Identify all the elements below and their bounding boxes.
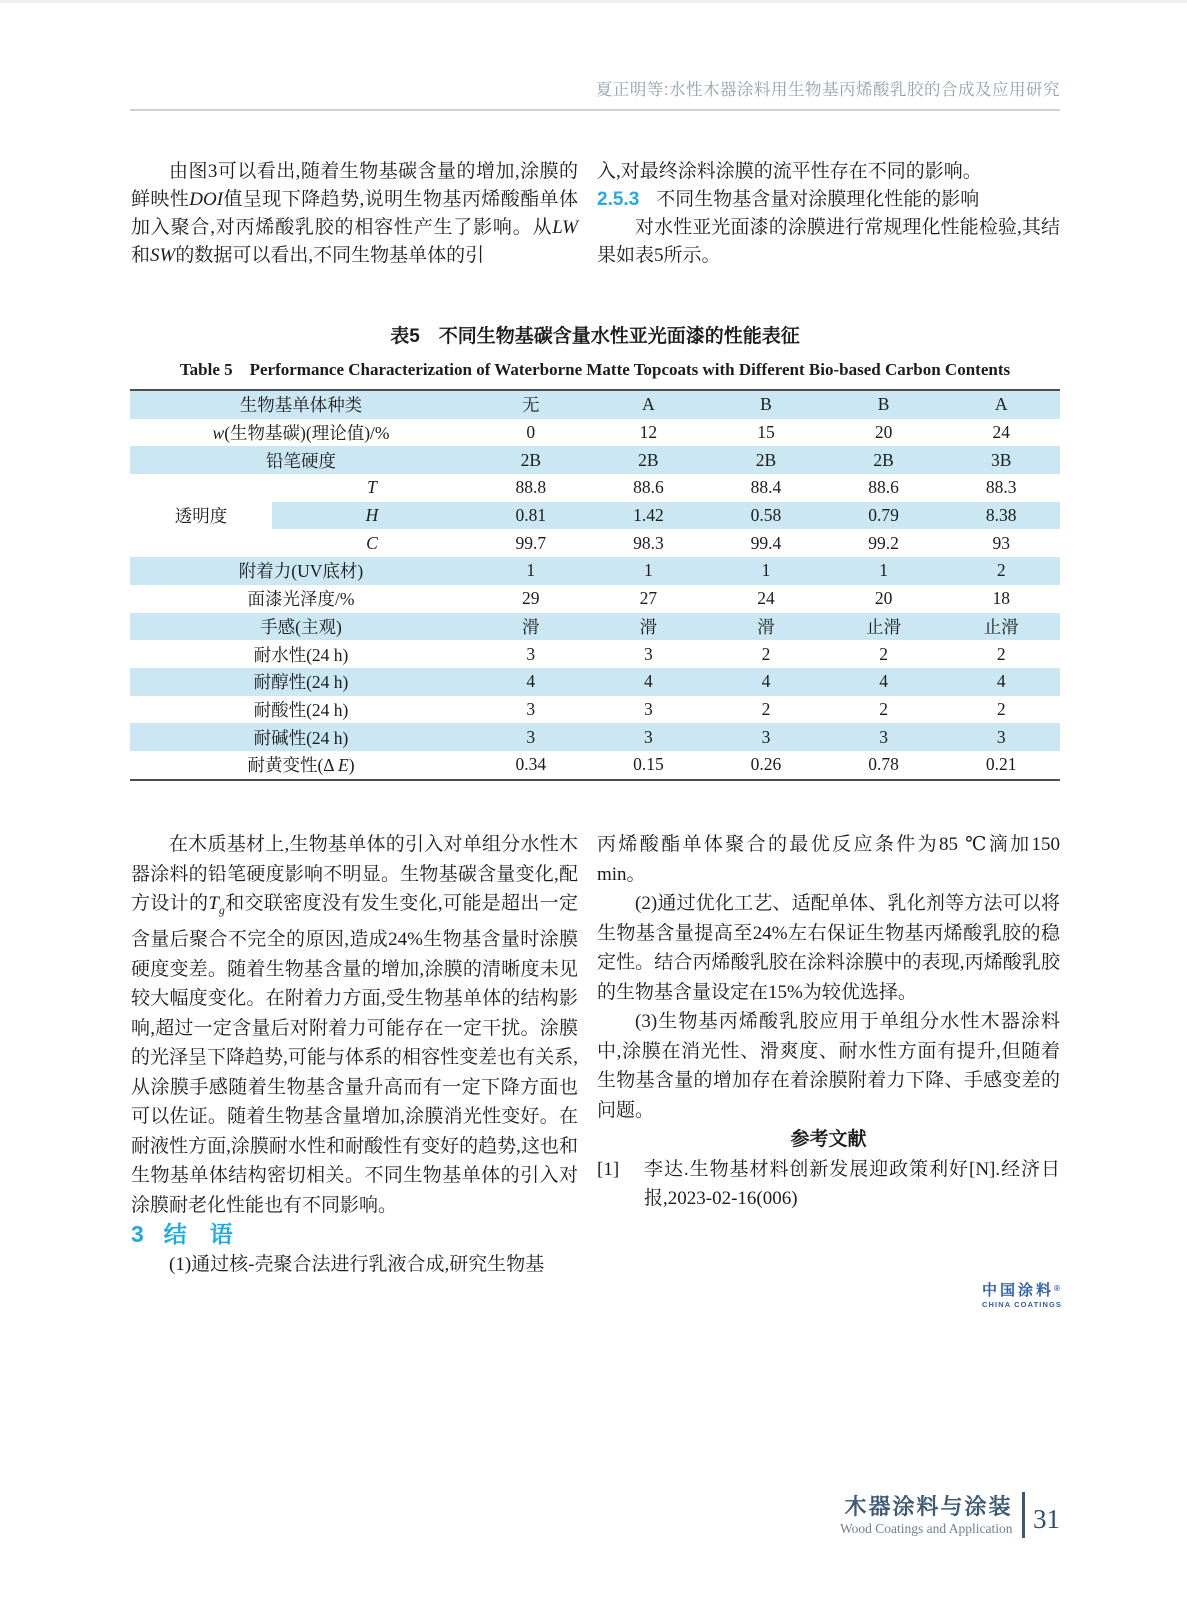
table-cell: 无	[472, 390, 590, 419]
text-run: 的数据可以看出,不同生物基单体的引	[175, 245, 485, 266]
table-cell: 0.26	[750, 754, 782, 775]
table-cell: 0.78	[868, 754, 899, 775]
table-cell: 93	[992, 532, 1010, 553]
row-label: 附着力(UV底材)	[130, 557, 472, 585]
china-coatings-logo	[982, 1281, 1062, 1309]
paragraph: (2)通过优化工艺、适配单体、乳化剂等方法可以将生物基含量提高至24%左右保证生物基丙烯酸乳胶的稳定性。结合丙烯酸乳胶在涂料涂膜中的表现,丙烯酸乳胶的生物基含量设定在15%为较优选择。	[597, 893, 1060, 1003]
references-heading: 参考文献	[790, 1129, 867, 1150]
paragraph: (3)生物基丙烯酸乳胶应用于单组分水性木器涂料中,涂膜在消光性、滑爽度、耐水性方面有提升,但随着生物基含量的增加存在着涂膜附着力下降、手感变差的问题。	[597, 1011, 1060, 1121]
table-cell: 止滑	[825, 613, 943, 641]
table-cell: 24	[757, 588, 775, 609]
logo-zh: 中国涂料	[982, 1282, 1055, 1299]
paragraph: 对水性亚光面漆的涂膜进行常规理化性能检验,其结果如表5所示。	[597, 217, 1060, 266]
logo-en-text: CHINA COATINGS	[982, 1300, 1062, 1309]
tg-subscript: g	[218, 902, 225, 917]
text-run: 和	[131, 245, 151, 266]
row-label: 耐水性(24 h)	[253, 644, 349, 665]
table-cell: 0	[526, 422, 536, 443]
paragraph: 入,对最终涂料涂膜的流平性存在不同的影响。	[597, 161, 982, 182]
table-cell: A	[942, 390, 1060, 419]
table-cell: 88.4	[750, 477, 782, 498]
section-heading	[131, 1220, 578, 1250]
table-cell: 2	[942, 557, 1060, 585]
table-cell: 4	[942, 668, 1060, 696]
journal-name-zh: 木器涂料与涂装	[844, 1493, 1013, 1519]
row-label: 面漆光泽度/%	[247, 589, 355, 610]
table-cell: 2	[761, 643, 771, 664]
table-row	[130, 446, 1060, 474]
reference-text: 李达.生物基材料创新发展迎政策利好[N].经济日报,2023-02-16(006)	[644, 1158, 1060, 1209]
table-cell: 2B	[825, 446, 943, 474]
table-row	[130, 668, 1060, 696]
sw-italic: SW	[150, 245, 176, 266]
table-cell: 3	[526, 698, 536, 719]
subsection-title: 不同生物基含量对涂膜理化性能的影响	[656, 189, 980, 210]
table-cell: 98.3	[633, 532, 664, 553]
subsection-heading	[597, 186, 1060, 214]
table-cell: 2	[996, 698, 1006, 719]
table-cell: 2B	[590, 446, 708, 474]
table-row	[130, 390, 1060, 419]
table-cell: 0.15	[633, 754, 664, 775]
text-run: 在木质基材上,生物基单体的引入对单组分水性木器涂料的铅笔硬度影响不明显。生物基碳含量变化,配方设计的	[131, 834, 578, 914]
table-caption-zh: 表5 不同生物基碳含量水性亚光面漆的性能表征	[390, 326, 800, 347]
table-cell: 15	[757, 422, 775, 443]
table-cell: 2	[879, 698, 888, 719]
table-row	[130, 751, 1060, 780]
reference-item	[597, 1155, 1060, 1214]
table-cell: 0.21	[985, 754, 1017, 775]
delta-e-italic: E	[337, 755, 349, 776]
paragraph: (1)通过核-壳聚合法进行乳液合成,研究生物基	[169, 1253, 545, 1275]
table-cell: 4	[472, 668, 590, 696]
intro-right-column	[597, 158, 1060, 270]
row-label: 耐醇性(24 h)	[130, 668, 472, 696]
table-cell: 2	[996, 643, 1006, 664]
subsection-number: 2.5.3	[597, 189, 640, 210]
table-cell: 0.79	[825, 502, 943, 530]
row-label	[130, 419, 472, 447]
table-cell: 3	[644, 698, 653, 719]
row-label: 耐酸性(24 h)	[253, 699, 349, 720]
w-italic: w	[212, 423, 225, 444]
table-row	[130, 613, 1060, 641]
journal-name-en: Wood Coatings and Application	[839, 1520, 1013, 1536]
page-edge	[0, 0, 1187, 3]
table-section	[130, 321, 1060, 781]
sub-row-label: H	[272, 502, 472, 530]
row-label: 生物基单体种类	[130, 390, 472, 419]
table-row	[130, 585, 1060, 613]
table-cell: 0.34	[515, 754, 547, 775]
table-cell: 1	[472, 557, 590, 585]
table-cell: 3	[590, 723, 708, 751]
text-run: (生物基碳)(理论值)/%	[224, 423, 390, 444]
table-cell: 3	[707, 723, 825, 751]
table-cell: 滑	[590, 613, 708, 641]
table-cell: 27	[639, 588, 658, 609]
reference-number: [1]	[597, 1158, 620, 1180]
table-cell: B	[707, 390, 825, 419]
footer-divider	[1022, 1492, 1026, 1538]
registered-mark: ®	[1054, 1284, 1060, 1293]
section-number: 3	[131, 1221, 144, 1248]
page-footer	[840, 1492, 1060, 1538]
table-cell: 12	[639, 422, 658, 443]
table-cell: 3	[644, 643, 653, 664]
table-cell: 1	[707, 557, 825, 585]
table-cell: B	[825, 390, 943, 419]
lw-italic: LW	[552, 217, 578, 238]
row-label: 铅笔硬度	[130, 446, 472, 474]
table-cell: 8.38	[942, 502, 1060, 530]
table-cell: 2	[761, 698, 771, 719]
table-row	[130, 557, 1060, 585]
table-cell: 4	[590, 668, 708, 696]
table-cell: 88.6	[633, 477, 664, 498]
text-run: )	[348, 755, 355, 776]
table-cell: 1	[590, 557, 708, 585]
running-header: 夏正明等:水性木器涂料用生物基丙烯酸乳胶的合成及应用研究	[595, 81, 1060, 99]
table-cell: 3	[825, 723, 943, 751]
table-row	[130, 474, 1060, 502]
table-row	[130, 723, 1060, 751]
logo-zh-text	[982, 1281, 1062, 1298]
table-cell: 99.7	[515, 532, 547, 553]
table-cell: 滑	[472, 613, 590, 641]
discussion-right-column	[597, 830, 1060, 1214]
table-cell: 99.4	[750, 532, 782, 553]
table-cell: 99.2	[868, 532, 899, 553]
sub-row-label: C	[366, 532, 378, 553]
text-run: 值呈现下降趋势,说明生物基丙烯酸酯单体加入聚合,对丙烯酸乳胶的相容性产生了影响。从	[131, 189, 578, 238]
sub-row-label: T	[367, 477, 377, 498]
text-run: 和交联密度没有发生变化,可能是超出一定含量后聚合不完全的原因,造成24%生物基含量时涂膜硬度变差。随着生物基含量的增加,涂膜的清晰度未见较大幅度变化。在附着力方面,受生物基单体的结构影响,超过一定含量后对附着力可能存在一定干扰。涂膜的光泽呈下降趋势,可能与体系的相容性变差也有关系,从涂膜手感随着生物基含量升高而有一定下降方面也可以佐证。随着生物基含量增加,涂膜消光性变好。在耐液性方面,涂膜耐水性和耐酸性有变好的趋势,这也和生物基单体结构密切相关。不同生物基单体的引入对涂膜耐老化性能也有不同影响。	[131, 893, 578, 1216]
table-cell: 3	[942, 723, 1060, 751]
intro-left-column	[131, 158, 578, 270]
table-cell: 88.3	[985, 477, 1017, 498]
table-cell: 3B	[942, 446, 1060, 474]
table-cell: 4	[825, 668, 943, 696]
table-cell: 2B	[707, 446, 825, 474]
discussion-left-column	[131, 830, 578, 1279]
table-cell: 18	[992, 588, 1010, 609]
table-cell: 0.81	[472, 502, 590, 530]
table-cell: 滑	[707, 613, 825, 641]
table-cell: 1	[825, 557, 943, 585]
table-cell: 1.42	[590, 502, 708, 530]
table-row	[130, 419, 1060, 447]
journal-name-block	[840, 1495, 1013, 1536]
table-row	[130, 696, 1060, 724]
table-cell: A	[590, 390, 708, 419]
table-cell: 20	[874, 588, 893, 609]
table-cell: 24	[992, 422, 1010, 443]
paragraph	[131, 830, 578, 1220]
table-cell: 88.6	[868, 477, 899, 498]
table-cell: 2B	[472, 446, 590, 474]
group-label: 透明度	[174, 506, 228, 527]
table-cell: 止滑	[942, 613, 1060, 641]
table-row	[130, 640, 1060, 668]
table-cell: 29	[522, 588, 540, 609]
tg-italic: T	[208, 893, 219, 914]
table-cell: 2	[879, 643, 888, 664]
row-label: 手感(主观)	[130, 613, 472, 641]
paragraph: 丙烯酸酯单体聚合的最优反应条件为85 ℃滴加150 min。	[597, 834, 1060, 885]
performance-table	[130, 389, 1060, 781]
page-number: 31	[1033, 1503, 1060, 1534]
row-label: 耐碱性(24 h)	[130, 723, 472, 751]
text-run: 耐黄变性(Δ	[247, 755, 338, 776]
header-rule	[130, 109, 1060, 111]
table-cell: 3	[526, 643, 536, 664]
doi-italic: DOI	[189, 189, 224, 210]
row-label	[130, 751, 472, 780]
text-run: 由图3可以看出,随着生物基碳含量的增加,涂膜的鲜映性	[131, 161, 578, 210]
table-cell: 88.8	[515, 477, 547, 498]
table-cell: 0.58	[707, 502, 825, 530]
table-caption-en: Table 5 Performance Characterization of Waterborne Matte Topcoats with Different Bio-based Carbon Contents	[179, 360, 1011, 379]
paragraph	[131, 158, 578, 270]
section-title: 结 语	[163, 1221, 233, 1248]
table-cell: 20	[874, 422, 893, 443]
table-cell: 3	[472, 723, 590, 751]
table-cell: 4	[707, 668, 825, 696]
